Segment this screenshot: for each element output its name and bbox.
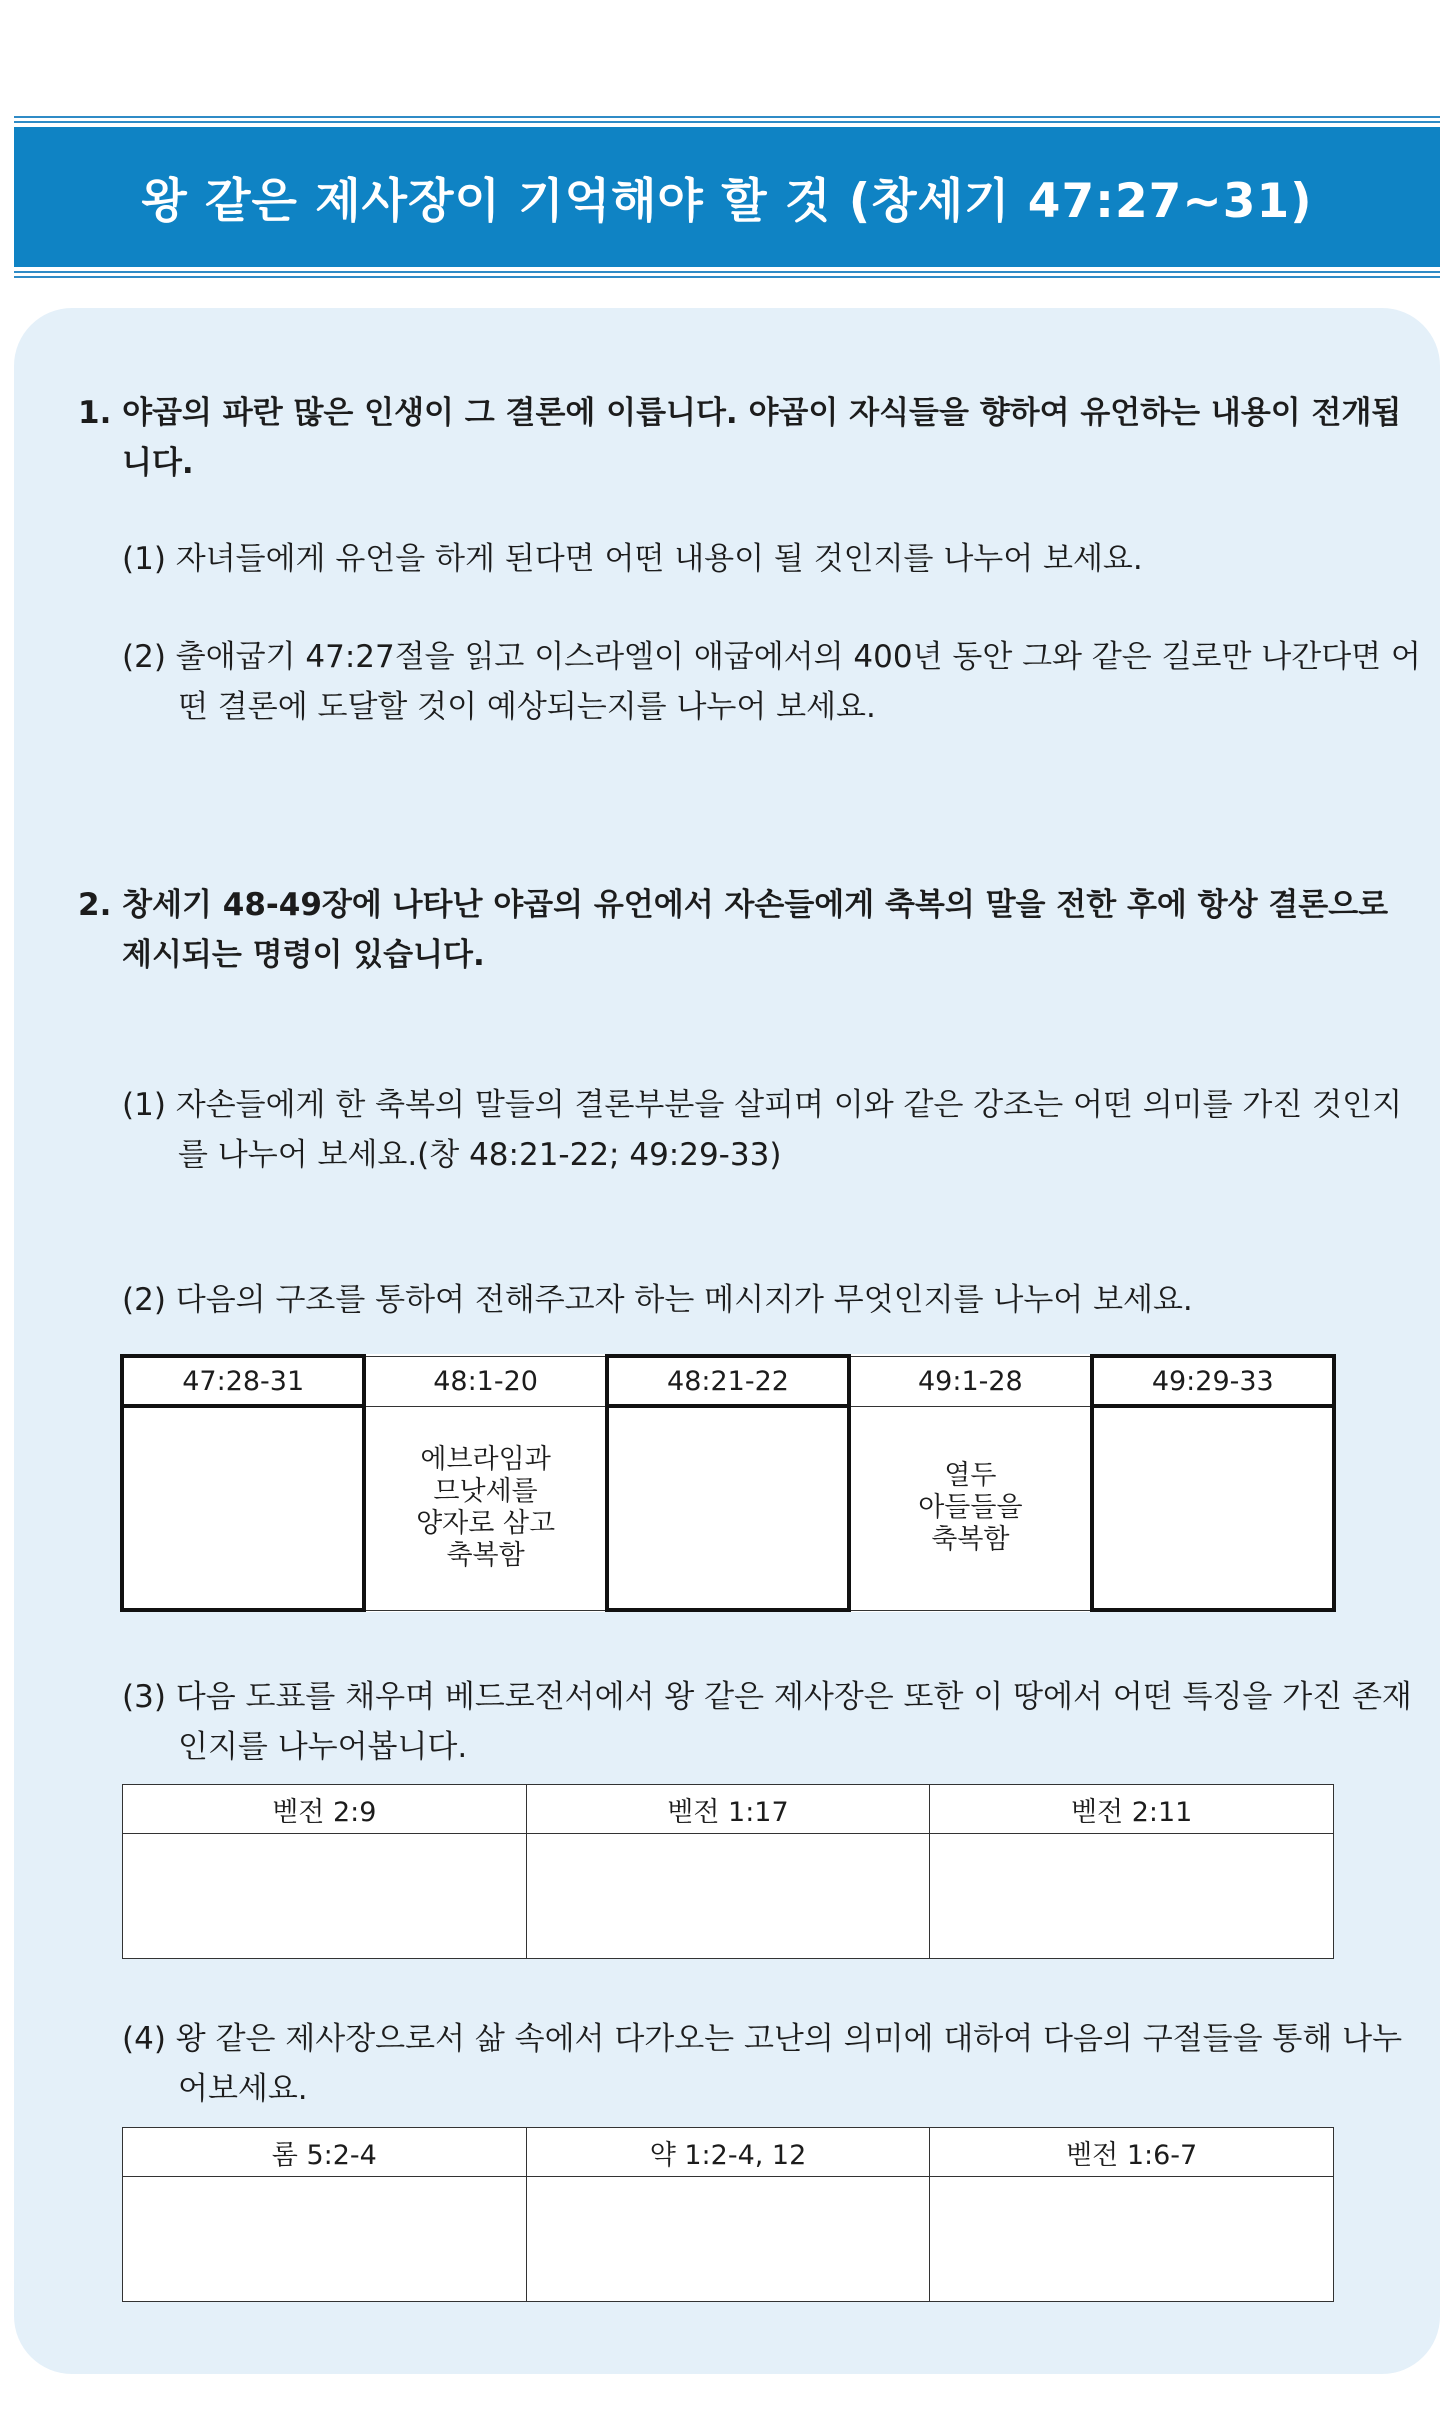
structure-cell	[607, 1406, 849, 1610]
question-2: 2. 창세기 48-49장에 나타난 야곱의 유언에서 자손들에게 축복의 말을 전한 후에 항상 결론으로 제시되는 명령이 있습니다.	[78, 887, 1389, 973]
suffering-table-header: 롬 5:2-4	[123, 2128, 527, 2177]
structure-cell: 열두 아들들을 축복함	[849, 1406, 1091, 1610]
structure-header: 49:29-33	[1092, 1356, 1334, 1406]
peter-table-header: 벧전 1:17	[526, 1785, 930, 1834]
suffering-table-cell	[123, 2177, 527, 2302]
title-banner	[14, 127, 1440, 267]
peter-table-header: 벧전 2:11	[930, 1785, 1334, 1834]
top-rule-1	[14, 116, 1440, 118]
question-1-sub-2: (2) 출애굽기 47:27절을 읽고 이스라엘이 애굽에서의 400년 동안 그와 같은 길로만 나간다면 어떤 결론에 도달할 것이 예상되는지를 나누어 보세요.	[122, 639, 1421, 725]
question-2-sub-1: (1) 자손들에게 한 축복의 말들의 결론부분을 살피며 이와 같은 강조는 어떤 의미를 가진 것인지를 나누어 보세요.(창 48:21-22; 49:29-33)	[122, 1087, 1403, 1173]
suffering-table	[122, 2127, 1334, 2302]
suffering-table-header: 약 1:2-4, 12	[526, 2128, 930, 2177]
structure-table	[120, 1354, 1336, 1612]
peter-table-cell	[526, 1834, 930, 1959]
top-rule-2	[14, 121, 1440, 123]
peter-table-cell	[930, 1834, 1334, 1959]
peter-table-header: 벧전 2:9	[123, 1785, 527, 1834]
peter-table-cell	[123, 1834, 527, 1959]
structure-header: 49:1-28	[849, 1356, 1091, 1406]
page-title: 왕 같은 제사장이 기억해야 할 것 (창세기 47:27~31)	[141, 173, 1313, 229]
question-1: 1. 야곱의 파란 많은 인생이 그 결론에 이릅니다. 야곱이 자식들을 향하여 유언하는 내용이 전개됩니다.	[78, 395, 1402, 481]
structure-header: 48:1-20	[364, 1356, 606, 1406]
suffering-table-cell	[930, 2177, 1334, 2302]
bottom-rule-2	[14, 276, 1440, 278]
structure-header: 47:28-31	[122, 1356, 364, 1406]
structure-cell: 에브라임과 므낫세를 양자로 삼고 축복함	[364, 1406, 606, 1610]
question-2-sub-2: (2) 다음의 구조를 통하여 전해주고자 하는 메시지가 무엇인지를 나누어 보세요.	[122, 1282, 1193, 1318]
peter-table	[122, 1784, 1334, 1959]
structure-header: 48:21-22	[607, 1356, 849, 1406]
structure-cell	[122, 1406, 364, 1610]
structure-cell	[1092, 1406, 1334, 1610]
suffering-table-cell	[526, 2177, 930, 2302]
bottom-rule-1	[14, 271, 1440, 273]
question-2-sub-4: (4) 왕 같은 제사장으로서 삶 속에서 다가오는 고난의 의미에 대하여 다음의 구절들을 통해 나누어보세요.	[122, 2021, 1403, 2107]
question-1-sub-1: (1) 자녀들에게 유언을 하게 된다면 어떤 내용이 될 것인지를 나누어 보세요.	[122, 541, 1143, 577]
suffering-table-header: 벧전 1:6-7	[930, 2128, 1334, 2177]
question-2-sub-3: (3) 다음 도표를 채우며 베드로전서에서 왕 같은 제사장은 또한 이 땅에서 어떤 특징을 가진 존재인지를 나누어봅니다.	[122, 1679, 1412, 1765]
